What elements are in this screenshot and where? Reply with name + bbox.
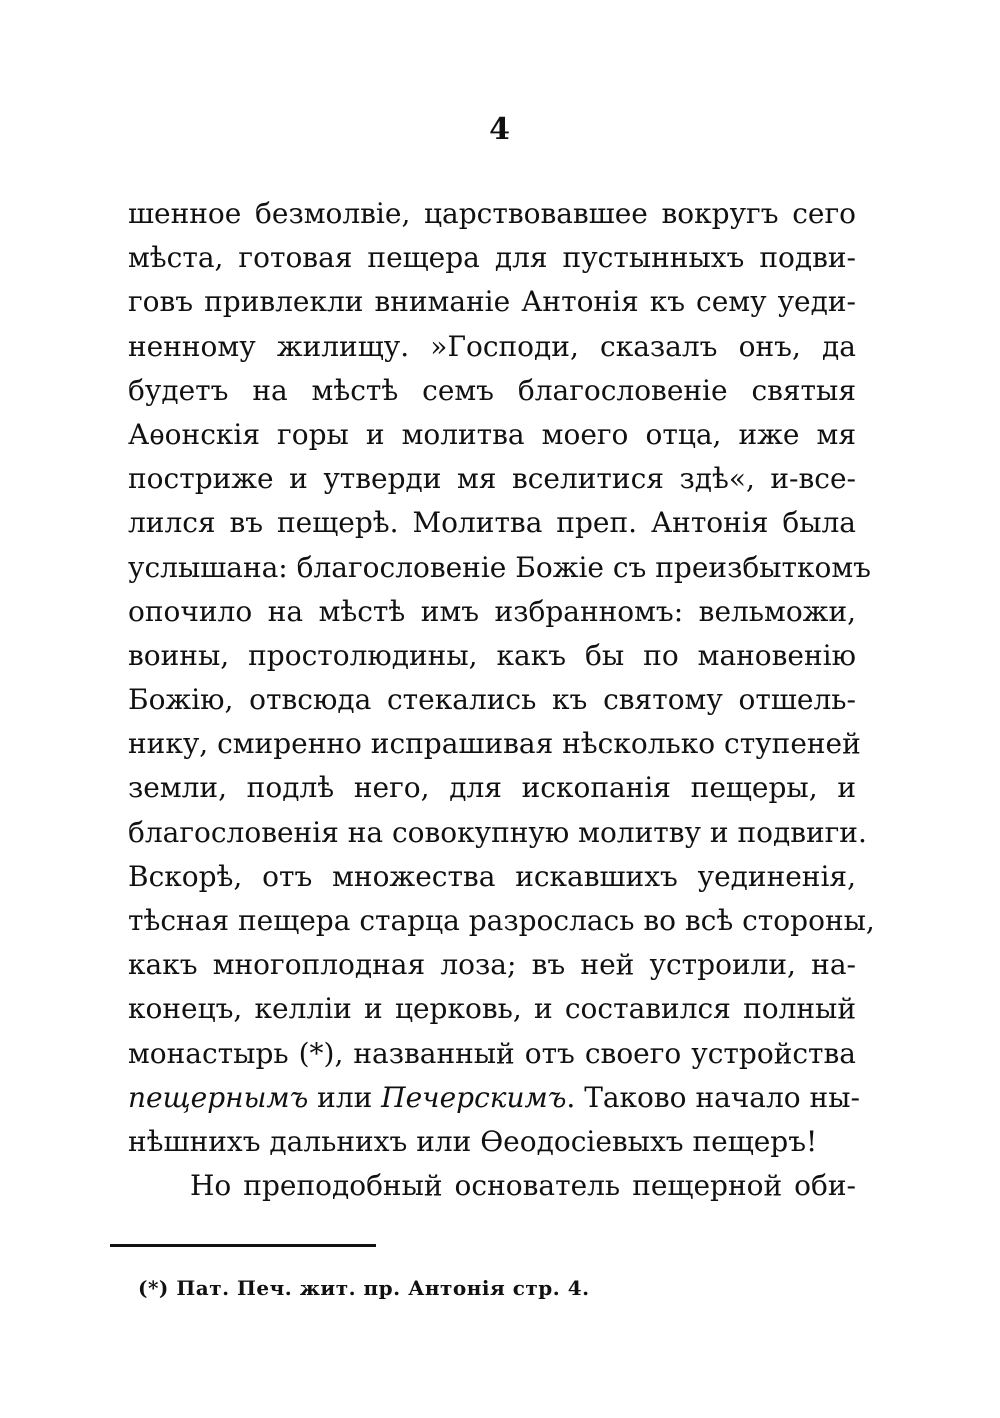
paragraph-end-line: нѣшнихъ дальнихъ или Ѳеодосіевыхъ пещеръ! xyxy=(128,1124,818,1158)
italic-term: Печерскимъ xyxy=(381,1080,567,1114)
text-line: ненному жилищу. »Господи, сказалъ онъ, да xyxy=(128,329,856,363)
footnote-rule xyxy=(110,1244,376,1247)
text-line: какъ многоплодная лоза; въ ней устроили, на- xyxy=(128,948,856,982)
text-line-italic-terms xyxy=(128,1076,860,1120)
text-line: постриже и утверди мя вселитися здѣ«, и-все- xyxy=(128,462,856,496)
footnote: (*) Пат. Печ. жит. пр. Антонія стр. 4. xyxy=(138,1276,590,1300)
paragraph-start-line: Но преподобный основатель пещерной оби- xyxy=(190,1169,856,1203)
text-line: тѣсная пещера старца разрослась во всѣ стороны, xyxy=(128,904,875,937)
text-line: Божію, отвсюда стекались къ святому отшель- xyxy=(128,683,856,717)
text-span: или xyxy=(308,1080,382,1114)
text-line: будетъ на мѣстѣ семъ благословеніе святыя xyxy=(128,373,856,407)
text-line: воины, простолюдины, какъ бы по мановенію xyxy=(128,638,856,672)
text-line: земли, подлѣ него, для ископанія пещеры, и xyxy=(128,771,856,805)
text-line: говъ привлекли вниманіе Антонія къ сему уеди- xyxy=(128,285,856,319)
body-text xyxy=(128,192,875,1208)
page-number: 4 xyxy=(489,112,511,147)
text-line: конецъ, келліи и церковь, и составился полный xyxy=(128,992,856,1026)
text-line: услышана: благословеніе Божіе съ преизбыткомъ xyxy=(128,550,871,584)
text-line: опочило на мѣстѣ имъ избранномъ: вельможи, xyxy=(128,594,856,628)
text-line: Аѳонскія горы и молитва моего отца, иже мя xyxy=(128,417,856,451)
text-line: лился въ пещерѣ. Молитва преп. Антонія была xyxy=(128,506,856,540)
text-line: мѣста, готовая пещера для пустынныхъ подви- xyxy=(128,241,856,275)
text-line: благословенія на совокупную молитву и подвиги. xyxy=(128,815,867,849)
text-span: . Таково начало ны- xyxy=(566,1080,860,1114)
text-line: монастырь (*), названный отъ своего устройства xyxy=(128,1036,856,1070)
text-line: нику, смиренно испрашивая нѣсколько ступеней xyxy=(128,727,861,761)
text-line: шенное безмолвіе, царствовавшее вокругъ сего xyxy=(128,197,856,230)
text-line: Вскорѣ, отъ множества искавшихъ уединенія, xyxy=(128,859,856,893)
italic-term: пещернымъ xyxy=(128,1080,309,1114)
